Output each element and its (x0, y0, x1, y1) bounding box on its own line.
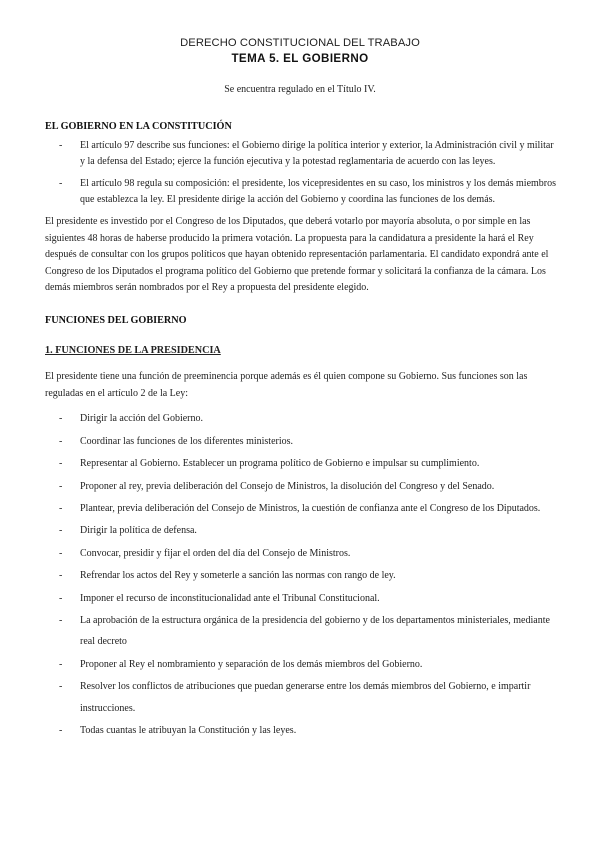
list-item-text: Proponer al Rey el nombramiento y separación de los demás miembros del Gobierno. (80, 658, 423, 670)
list-item (45, 138, 557, 171)
list-item-text: Imponer el recurso de inconstitucionalidad ante el Tribunal Constitucional. (80, 592, 380, 604)
dash-bullet: - (59, 435, 63, 447)
dash-bullet: - (59, 570, 63, 582)
list-item (45, 676, 557, 719)
constitution-bullet-list (45, 138, 557, 209)
list-item (45, 431, 557, 452)
list-item-text: Proponer al rey, previa deliberación del Consejo de Ministros, la disolución del Congreso y del Senado. (80, 480, 495, 492)
dash-bullet: - (59, 592, 63, 604)
dash-bullet: - (59, 177, 63, 189)
list-item (45, 565, 557, 586)
list-item-text: Coordinar las funciones de los diferentes ministerios. (80, 435, 294, 447)
list-item-text: Todas cuantas le atribuyan la Constitución y las leyes. (80, 725, 297, 736)
list-item-text: Convocar, presidir y fijar el orden del día del Consejo de Ministros. (80, 547, 351, 559)
list-item-text: Representar al Gobierno. Establecer un programa político de Gobierno e impulsar su cumplimiento. (80, 458, 480, 470)
investiture-paragraph: El presidente es investido por el Congreso de los Diputados, que deberá votarlo por mayoría absoluta, o por simple en las siguientes 48 horas de haberse producido la primera votación. La propuesta para la candidatura a presidente la hará el Rey después de consultar con los grupos políticos que hayan obtenido representación parlamentaria. El candidato expondrá ante el Congreso de los Diputados el programa político del Gobierno que pretende formar y solicitará la confianza de la cámara. Los demás miembros serán nombrados por el Rey a propuesta del presidente elegido. (45, 215, 549, 294)
list-item (45, 654, 557, 675)
subheading-presidency: 1. FUNCIONES DE LA PRESIDENCIA (45, 344, 221, 356)
list-item (45, 720, 557, 741)
course-title: DERECHO CONSTITUCIONAL DEL TRABAJO (180, 37, 420, 49)
list-item (45, 408, 557, 429)
list-item (45, 543, 557, 564)
list-item (45, 498, 557, 519)
list-item (45, 520, 557, 541)
dash-bullet: - (59, 480, 63, 492)
dash-bullet: - (59, 614, 63, 626)
list-item-text: Dirigir la acción del Gobierno. (80, 413, 204, 425)
document-body (45, 119, 557, 742)
list-item-text: La aprobación de la estructura orgánica de la presidencia del gobierno y de los departamentos ministeriales, mediante real decreto (80, 614, 550, 648)
dash-bullet: - (59, 525, 63, 537)
list-item-text: El artículo 98 regula su composición: el presidente, los vicepresidentes en su caso, los ministros y los demás miembros que establezca la ley. El presidente dirige la acción del Gobierno y coordina las funciones de los demás. (80, 177, 557, 206)
intro-line: Se encuentra regulado en el Título IV. (224, 84, 376, 95)
list-item-text: Plantear, previa deliberación del Consejo de Ministros, la cuestión de confianza ante el Congreso de los Diputados. (80, 502, 541, 514)
section-heading-functions: FUNCIONES DEL GOBIERNO (45, 314, 187, 326)
list-item (45, 176, 557, 209)
dash-bullet: - (59, 547, 63, 559)
dash-bullet: - (59, 502, 63, 514)
section-heading-constitution: EL GOBIERNO EN LA CONSTITUCIÓN (45, 121, 232, 132)
dash-bullet: - (59, 139, 63, 151)
dash-bullet: - (59, 413, 63, 425)
list-item (45, 476, 557, 497)
dash-bullet: - (59, 681, 63, 693)
list-item-text: Resolver los conflictos de atribuciones que puedan generarse entre los demás miembros del Gobierno, e impartir instrucciones. (80, 681, 531, 714)
list-item-text: El artículo 97 describe sus funciones: el Gobierno dirige la política interior y exterior, la Administración civil y militar y la defensa del Estado; ejerce la función ejecutiva y la potestad reglamentaria de acuerdo con las leyes. (80, 139, 554, 168)
list-item (45, 588, 557, 609)
list-item (45, 453, 557, 474)
dash-bullet: - (59, 458, 63, 470)
list-item (45, 610, 557, 653)
list-item-text: Dirigir la política de defensa. (80, 525, 197, 537)
dash-bullet: - (59, 725, 63, 736)
presidency-functions-list (45, 408, 557, 741)
list-item-text: Refrendar los actos del Rey y someterle a sanción las normas con rango de ley. (80, 570, 396, 582)
dash-bullet: - (59, 658, 63, 670)
topic-title: TEMA 5. EL GOBIERNO (231, 52, 369, 65)
presidency-paragraph: El presidente tiene una función de preeminencia porque además es él quien compone su Gobierno. Sus funciones son las reguladas en el artículo 2 de la Ley: (45, 371, 528, 399)
